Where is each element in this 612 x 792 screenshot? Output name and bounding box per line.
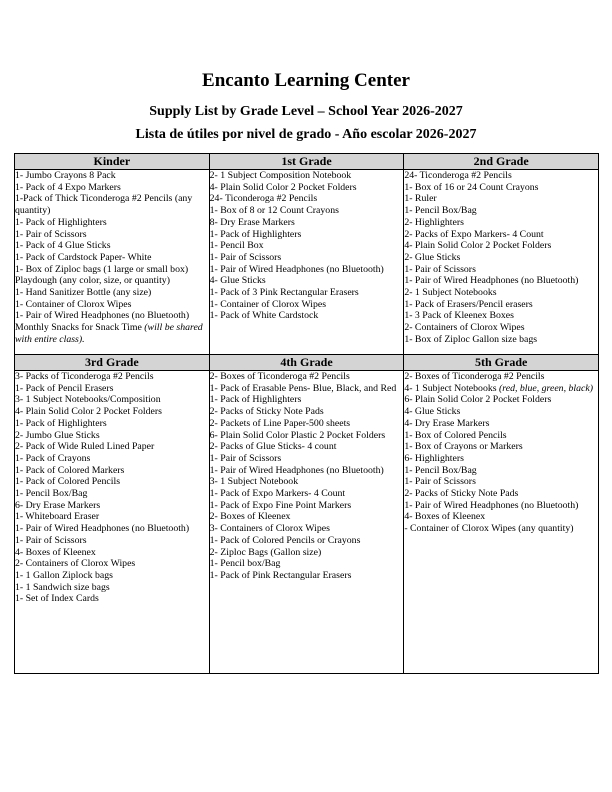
snack-note-text: Monthly Snacks for Snack Time <box>15 322 142 334</box>
supply-item: 2- Boxes of Kleenex <box>209 511 291 523</box>
supply-item: 1- Pair of Scissors <box>404 263 476 275</box>
supply-item: 1- Pair of Wired Headphones (no Bluetooth) <box>404 275 579 287</box>
grade-header-4th: 4th Grade <box>209 355 404 371</box>
supply-item: 2- Boxes of Ticonderoga #2 Pencils <box>404 371 545 382</box>
fourth-grade-list <box>209 371 404 674</box>
third-grade-items <box>15 371 209 605</box>
supply-item: 4- Glue Sticks <box>209 275 266 287</box>
supply-item: 4- Boxes of Kleenex <box>15 546 96 558</box>
supply-item: 1- Pack of Pencil Erasers <box>15 382 114 394</box>
first-grade-list <box>209 170 404 355</box>
supply-item: 1- Pair of Scissors <box>404 476 476 488</box>
supply-item: 4- Plain Solid Color 2 Pocket Folders <box>15 406 162 418</box>
supply-item: 4- Dry Erase Markers <box>404 417 490 429</box>
kinder-snack-note <box>15 322 209 345</box>
supply-item: 1- Pack of Expo Fine Point Markers <box>209 499 352 511</box>
grade-header-3rd: 3rd Grade <box>15 355 210 371</box>
supply-item: 2- Jumbo Glue Sticks <box>15 429 100 441</box>
grade-header-kinder: Kinder <box>15 154 210 170</box>
supply-item: 1- Pack of Colored Pencils or Crayons <box>209 534 361 546</box>
grade-header-5th: 5th Grade <box>404 355 599 371</box>
supply-item: 1- Pair of Wired Headphones (no Bluetooth) <box>15 523 190 535</box>
supply-item: 1- Pack of Highlighters <box>15 216 107 228</box>
fifth-grade-list <box>404 371 599 674</box>
supply-item: 1- Pair of Scissors <box>15 228 87 240</box>
supply-item: 1- Hand Sanitizer Bottle (any size) <box>15 287 152 299</box>
fourth-grade-items <box>210 371 404 582</box>
supply-item: 1- Pair of Wired Headphones (no Bluetooth) <box>15 310 190 322</box>
supply-item: 1- Box of Ziploc bags (1 large or small box) <box>15 263 189 275</box>
grade-header-1st: 1st Grade <box>209 154 404 170</box>
supply-item: 8- Dry Erase Markers <box>209 216 295 228</box>
supply-item: Playdough (any color, size, or quantity) <box>15 275 170 287</box>
supply-item: 1- Pair of Scissors <box>209 452 282 464</box>
supply-item: 4- Glue Sticks <box>404 406 461 418</box>
supply-item: 1- Pack of Highlighters <box>209 394 302 406</box>
supply-item: 2- Highlighters <box>404 216 464 228</box>
supply-item: 24- Ticonderoga #2 Pencils <box>404 170 512 181</box>
supply-item: 6- Highlighters <box>404 452 464 464</box>
supply-item: 2- Boxes of Ticonderoga #2 Pencils <box>209 371 350 382</box>
supply-item: 2- Glue Sticks <box>404 251 461 263</box>
supply-item: 1- Pair of Wired Headphones (no Bluetooth) <box>209 464 384 476</box>
supply-item: 3- Packs of Ticonderoga #2 Pencils <box>15 371 154 382</box>
supply-item: 1- Pack of White Cardstock <box>209 310 319 322</box>
supply-item: 1- Pack of Erasers/Pencil erasers <box>404 298 533 310</box>
supply-item: 2- Packs of Glue Sticks- 4 count <box>209 441 337 453</box>
snack-note-italic: (will be shared with entire class). <box>15 322 203 345</box>
supply-item: 2- 1 Subject Notebooks <box>404 287 497 299</box>
list-row-1 <box>15 170 599 355</box>
header-row-1 <box>15 154 599 170</box>
supply-item: 1-Pack of Thick Ticonderoga #2 Pencils (any quantity) <box>15 193 193 217</box>
supply-item: 2- Pack of Wide Ruled Lined Paper <box>15 441 155 453</box>
supply-item: 2- Containers of Clorox Wipes <box>15 558 136 570</box>
supply-item: 2- 1 Subject Composition Notebook <box>209 170 352 181</box>
fifth-grade-notebooks <box>404 383 598 395</box>
page-title: Encanto Learning Center <box>202 70 410 91</box>
supply-item: 4- Boxes of Kleenex <box>404 511 486 523</box>
kinder-items <box>15 170 209 322</box>
supply-item: 1- Box of Crayons or Markers <box>404 441 523 453</box>
supply-item: 1- Pencil box/Bag <box>209 558 281 570</box>
list-row-2 <box>15 371 599 674</box>
notebooks-text: 4- 1 Subject Notebooks <box>404 382 497 394</box>
supply-item: 1- Pencil Box/Bag <box>404 464 477 476</box>
notebooks-colors: (red, blue, green, black) <box>499 382 593 394</box>
supply-item: 2- Packets of Line Paper-500 sheets <box>209 417 351 429</box>
supply-item: 3- 1 Subject Notebooks/Composition <box>15 394 161 406</box>
supply-table <box>14 153 599 674</box>
supply-item: 4- Plain Solid Color 2 Pocket Folders <box>404 240 552 252</box>
supply-item: 1- Pack of Cardstock Paper- White <box>15 251 152 263</box>
supply-item: 1- Pack of 3 Pink Rectangular Erasers <box>209 287 359 299</box>
supply-item: 1- Pack of Highlighters <box>15 417 107 429</box>
supply-item: 1- Container of Clorox Wipes <box>15 298 132 310</box>
supply-item: 1- Pair of Wired Headphones (no Bluetooth) <box>209 263 384 275</box>
supply-item: - Container of Clorox Wipes (any quantity) <box>404 523 574 535</box>
supply-item: 1- 1 Gallon Ziplock bags <box>15 569 113 581</box>
supply-item: 1- Pair of Wired Headphones (no Bluetooth) <box>404 499 579 511</box>
fifth-grade-items-top <box>404 371 598 383</box>
supply-item: 1- Pencil Box <box>209 240 264 252</box>
supply-item: 2- Packs of Sticky Note Pads <box>404 488 519 500</box>
supply-item: 2- Packs of Sticky Note Pads <box>209 406 324 418</box>
supply-item: 1- Box of Colored Pencils <box>404 429 507 441</box>
supply-item: 1- Pack of Highlighters <box>209 228 302 240</box>
subtitle-english: Supply List by Grade Level – School Year 2026-2027 <box>149 104 463 119</box>
supply-item: 6- Dry Erase Markers <box>15 499 101 511</box>
supply-item: 1- Box of Ziploc Gallon size bags <box>404 333 538 345</box>
supply-item: 1- Whiteboard Eraser <box>15 511 100 523</box>
supply-item: 6- Plain Solid Color Plastic 2 Pocket Folders <box>209 429 386 441</box>
supply-item: 1- Box of 8 or 12 Count Crayons <box>209 205 339 217</box>
supply-item: 3- 1 Subject Notebook <box>209 476 299 488</box>
second-grade-items <box>404 170 598 346</box>
supply-item: 1- 3 Pack of Kleenex Boxes <box>404 310 514 322</box>
grade-header-2nd: 2nd Grade <box>404 154 599 170</box>
supply-item: 3- Containers of Clorox Wipes <box>209 523 330 535</box>
supply-item: 1- Ruler <box>404 193 437 205</box>
kinder-list <box>15 170 210 355</box>
supply-item: 1- Box of 16 or 24 Count Crayons <box>404 181 539 193</box>
supply-item: 1- Jumbo Crayons 8 Pack <box>15 170 116 181</box>
supply-item: 1- Set of Index Cards <box>15 593 99 605</box>
supply-item: 1- 1 Sandwich size bags <box>15 581 110 593</box>
supply-item: 1- Pack of Colored Markers <box>15 464 125 476</box>
supply-item: 1- Pack of Crayons <box>15 452 91 464</box>
supply-item: 2- Ziploc Bags (Gallon size) <box>209 546 322 558</box>
supply-item: 24- Ticonderoga #2 Pencils <box>209 193 318 205</box>
supply-item: 1- Pencil Box/Bag <box>15 488 88 500</box>
supply-item: 1- Pack of 4 Expo Markers <box>15 181 121 193</box>
supply-item: 1- Pack of Expo Markers- 4 Count <box>209 488 346 500</box>
supply-item: 2- Containers of Clorox Wipes <box>404 322 525 334</box>
third-grade-list <box>15 371 210 674</box>
first-grade-items <box>210 170 404 322</box>
supply-item: 1- Pair of Scissors <box>15 534 87 546</box>
fifth-grade-items <box>404 394 598 534</box>
supply-item: 6- Plain Solid Color 2 Pocket Folders <box>404 394 552 406</box>
supply-item: 1- Pack of Colored Pencils <box>15 476 121 488</box>
supply-item: 1- Container of Clorox Wipes <box>209 298 327 310</box>
supply-item: 1- Pencil Box/Bag <box>404 205 477 217</box>
subtitle-spanish: Lista de útiles por nivel de grado - Año escolar 2026-2027 <box>135 127 477 142</box>
supply-item: 1- Pack of Pink Rectangular Erasers <box>209 569 352 581</box>
supply-item: 1- Pack of 4 Glue Sticks <box>15 240 111 252</box>
header-row-2 <box>15 355 599 371</box>
supply-item: 4- Plain Solid Color 2 Pocket Folders <box>209 181 357 193</box>
supply-item: 2- Packs of Expo Markers- 4 Count <box>404 228 544 240</box>
supply-item: 1- Pair of Scissors <box>209 251 282 263</box>
second-grade-list <box>404 170 599 355</box>
supply-item: 1- Pack of Erasable Pens- Blue, Black, and Red <box>209 382 397 394</box>
